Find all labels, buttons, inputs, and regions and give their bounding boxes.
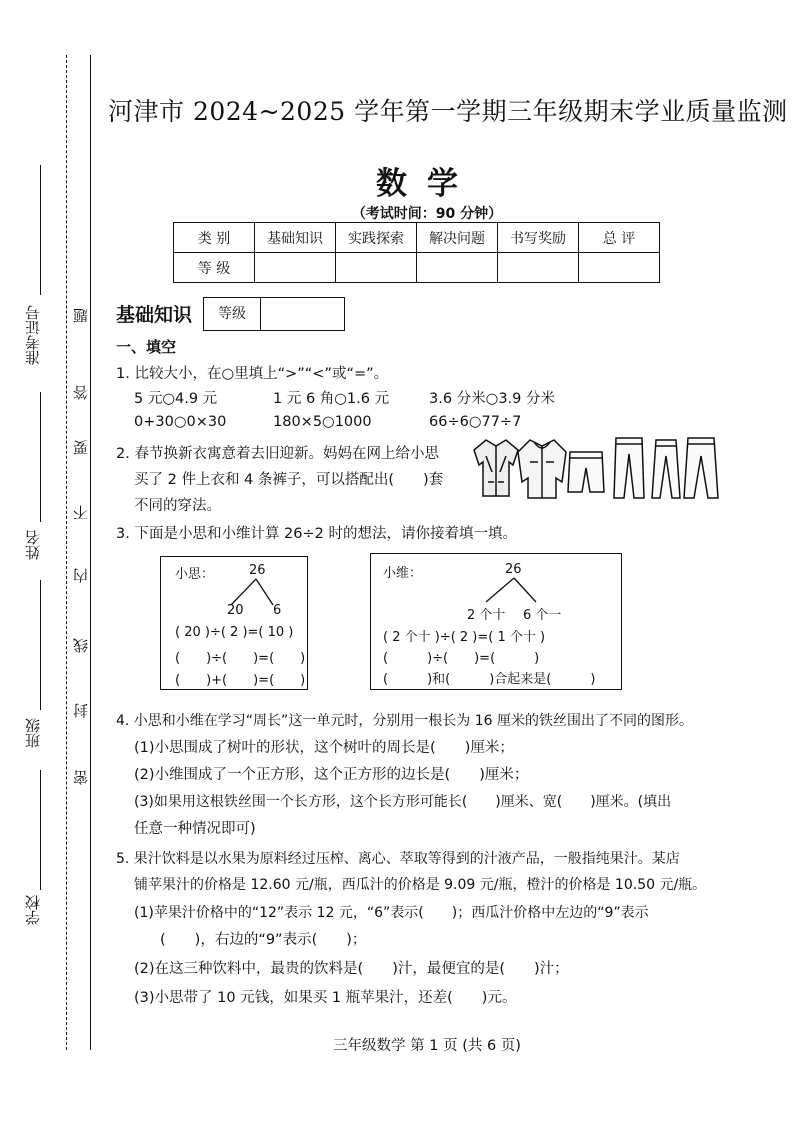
split-top-number: 26 bbox=[505, 562, 522, 577]
exam-id-label: 准考证号 bbox=[24, 305, 42, 365]
binding-line bbox=[40, 770, 41, 890]
grade-table-header: 书写奖励 bbox=[498, 223, 579, 253]
split-top-number: 26 bbox=[249, 563, 266, 578]
seal-char: 封 bbox=[72, 703, 90, 718]
grade-table-header: 总 评 bbox=[579, 223, 660, 253]
grade-table bbox=[173, 222, 660, 283]
name-label: 姓名 bbox=[24, 530, 42, 560]
section-title: 基础知识 bbox=[116, 304, 193, 326]
trousers-icon bbox=[684, 438, 718, 498]
q4-sub: 任意一种情况即可) bbox=[134, 821, 256, 837]
calc-row: ( 2 个十 )÷( 2 )=( 1 个十 ) bbox=[383, 630, 546, 645]
school-label: 学校 bbox=[24, 895, 42, 925]
q5-sub: ( )，右边的“9”表示( )； bbox=[160, 932, 367, 948]
seal-char: 题 bbox=[72, 308, 90, 323]
q5-text: 铺苹果汁的价格是 12.60 元/瓶，西瓜汁的价格是 9.09 元/瓶，橙汁的价格是 10.50 元/瓶。 bbox=[134, 877, 707, 893]
q1-item: 180×5○1000 bbox=[273, 414, 372, 430]
shorts-icon bbox=[568, 452, 604, 492]
grade-table-header: 基础知识 bbox=[255, 223, 336, 253]
calc-row-blank[interactable]: ( )÷( )=( ) bbox=[383, 651, 540, 666]
grade-cell[interactable] bbox=[498, 253, 579, 283]
xiaowei-method-box bbox=[370, 553, 622, 690]
q4-sub: (1)小思围成了树叶的形状，这个树叶的周长是( )厘米； bbox=[134, 740, 514, 756]
q5-sub: (1)苹果汁价格中的“12”表示 12 元，“6”表示( )；西瓜汁价格中左边的“9”表示 bbox=[134, 905, 649, 921]
calc-row-blank[interactable]: ( )和( )合起来是( ) bbox=[383, 672, 596, 687]
grade-table-header: 解决问题 bbox=[417, 223, 498, 253]
grade-cell[interactable] bbox=[579, 253, 660, 283]
q1-item: 5 元○4.9 元 bbox=[134, 391, 218, 407]
trousers-icon bbox=[614, 438, 644, 498]
calc-row-blank[interactable]: ( )+( )=( ) bbox=[175, 673, 306, 688]
part-title: 一、填空 bbox=[116, 338, 177, 356]
binding-line bbox=[40, 580, 41, 710]
seal-char: 答 bbox=[72, 385, 90, 400]
class-label: 班级 bbox=[24, 718, 42, 748]
grade-row-label: 等 级 bbox=[174, 253, 255, 283]
trousers-icon bbox=[652, 440, 680, 498]
page-footer: 三年级数学 第 1 页 (共 6 页) bbox=[333, 1038, 521, 1054]
q5-text: 5. 果汁饮料是以水果为原料经过压榨、离心、萃取等得到的汁液产品，一般指纯果汁。某店 bbox=[116, 851, 680, 867]
q4-sub: (2)小维围成了一个正方形，这个正方形的边长是( )厘米； bbox=[134, 767, 529, 783]
grade-cell[interactable] bbox=[417, 253, 498, 283]
q4-stem: 4. 小思和小维在学习“周长”这一单元时，分别用一根长为 16 厘米的铁丝围出了不同的图形。 bbox=[116, 713, 694, 729]
q2-text: 不同的穿法。 bbox=[134, 498, 221, 514]
seal-char: 密 bbox=[72, 770, 90, 785]
jacket-icon bbox=[474, 440, 518, 496]
q2-text: 2. 春节换新衣寓意着去旧迎新。妈妈在网上给小思 bbox=[116, 446, 439, 462]
section-grade-box bbox=[203, 297, 345, 331]
q5-sub: (3)小思带了 10 元钱，如果买 1 瓶苹果汁，还差( )元。 bbox=[134, 990, 517, 1006]
grade-table-header: 实践探索 bbox=[336, 223, 417, 253]
xiaosi-name: 小思： bbox=[175, 567, 215, 582]
section-grade-label: 等级 bbox=[204, 298, 261, 330]
seal-char: 要 bbox=[72, 440, 90, 455]
xiaosi-method-box bbox=[160, 556, 308, 690]
grade-cell[interactable] bbox=[336, 253, 417, 283]
coat-icon bbox=[518, 440, 566, 498]
q1-item: 0+30○0×30 bbox=[134, 414, 227, 430]
q1-item: 3.6 分米○3.9 分米 bbox=[429, 391, 555, 407]
split-left-number: 20 bbox=[227, 603, 244, 618]
calc-row-blank[interactable]: ( )÷( )=( ) bbox=[175, 651, 306, 666]
q4-sub: (3)如果用这根铁丝围一个长方形，这个长方形可能长( )厘米、宽( )厘米。(填出 bbox=[134, 794, 672, 810]
subject-title: 数学 bbox=[376, 166, 478, 202]
grade-cell[interactable] bbox=[255, 253, 336, 283]
seal-char: 不 bbox=[72, 505, 90, 520]
seal-char: 内 bbox=[72, 568, 90, 583]
split-left-number: 2 个十 bbox=[467, 608, 506, 623]
exam-time: （考试时间：90 分钟） bbox=[351, 206, 503, 222]
exam-title: 河津市 2024~2025 学年第一学期三年级期末学业质量监测 bbox=[108, 97, 788, 126]
seal-char: 线 bbox=[72, 638, 90, 653]
split-right-number: 6 个一 bbox=[523, 608, 562, 623]
q1-stem: 1. 比较大小，在○里填上“>”“<”或“=”。 bbox=[116, 366, 389, 382]
clothes-illustration bbox=[466, 432, 726, 504]
q5-sub: (2)在这三种饮料中，最贵的饮料是( )汁，最便宜的是( )汁； bbox=[134, 961, 569, 977]
xiaowei-name: 小维： bbox=[383, 566, 423, 581]
q1-item: 1 元 6 角○1.6 元 bbox=[273, 391, 390, 407]
binding-line bbox=[40, 392, 41, 522]
q2-text: 买了 2 件上衣和 4 条裤子，可以搭配出( )套 bbox=[134, 472, 444, 488]
split-right-number: 6 bbox=[273, 603, 282, 618]
q3-stem: 3. 下面是小思和小维计算 26÷2 时的想法，请你接着填一填。 bbox=[116, 526, 517, 542]
calc-row: ( 20 )÷( 2 )=( 10 ) bbox=[175, 625, 294, 640]
q1-item: 66÷6○77÷7 bbox=[429, 414, 522, 430]
grade-table-header: 类 别 bbox=[174, 223, 255, 253]
